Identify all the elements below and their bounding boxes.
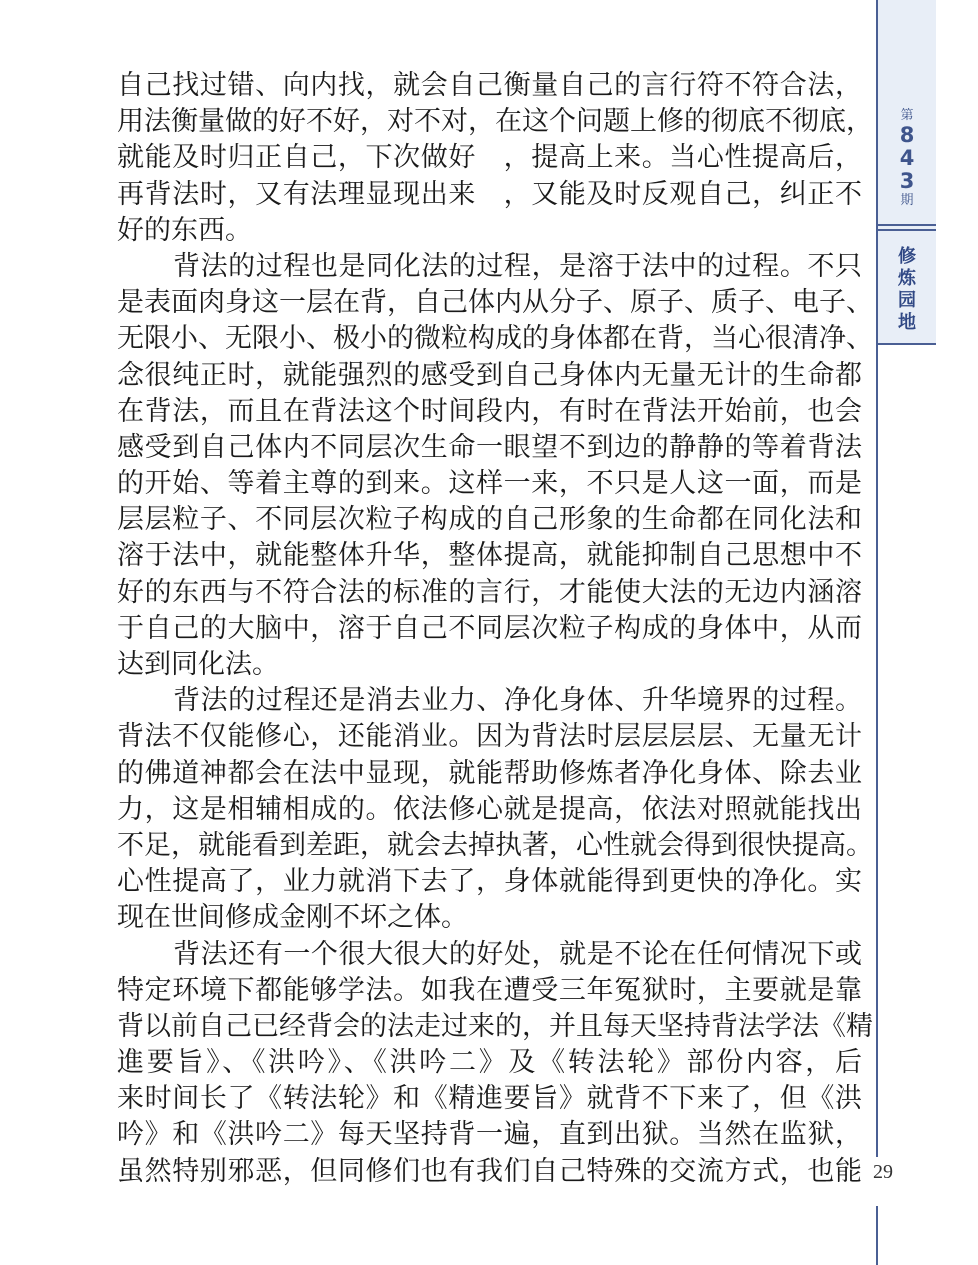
- issue-suffix: 期: [900, 193, 914, 208]
- text-line: 再背法时，又有法理显现出来 ，又能及时反观自己，纠正不: [117, 178, 862, 210]
- text-line: 来时间长了《转法轮》和《精進要旨》就背不下来了，但《洪: [117, 1083, 862, 1115]
- article-body: [117, 68, 873, 1190]
- text-line: 层层粒子、不同层次粒子构成的自己形象的生命都在同化法和: [117, 504, 862, 536]
- sidebar-divider: [878, 229, 936, 231]
- text-line: 是表面肉身这一层在背，自己体内从分子、原子、质子、电子、: [117, 287, 873, 319]
- text-line: 现在世间修成金刚不坏之体。: [117, 902, 468, 934]
- text-line: 就能及时归正自己，下次做好 ，提高上来。当心性提高后，: [117, 142, 862, 174]
- text-line: 吟》和《洪吟二》每天坚持背一遍，直到出狱。当然在监狱，: [117, 1119, 862, 1151]
- text-line: 好的东西与不符合法的标准的言行，才能使大法的无边内涵溶: [117, 576, 862, 608]
- text-line: 用法衡量做的好不好，对不对，在这个问题上修的彻底不彻底，: [117, 106, 873, 138]
- text-line: 的佛道神都会在法中显现，就能帮助修炼者净化身体、除去业: [117, 757, 862, 789]
- section-char: 炼: [898, 268, 916, 289]
- issue-sidebar: [876, 0, 936, 345]
- section-title: [878, 246, 936, 334]
- paragraph-start-line: 背法的过程也是同化法的过程，是溶于法中的过程。不只: [173, 250, 862, 282]
- text-line: 的开始、等着主尊的到来。这样一来，不只是人这一面，而是: [117, 468, 862, 500]
- text-line: 溶于法中，就能整体升华，整体提高，就能抑制自己思想中不: [117, 540, 862, 572]
- issue-number: [878, 108, 936, 209]
- text-line: 达到同化法。: [117, 649, 279, 680]
- paragraph-start-line: 背法还有一个很大很大的好处，就是不论在任何情况下或: [173, 938, 862, 970]
- text-line: 于自己的大脑中，溶于自己不同层次粒子构成的身体中，从而: [117, 612, 862, 644]
- issue-digit: 3: [899, 169, 915, 193]
- page-number: 29: [873, 1161, 893, 1183]
- text-line: 念很纯正时，就能强烈的感受到自己身体内无量无计的生命都: [117, 359, 862, 391]
- section-char: 修: [898, 246, 916, 267]
- issue-digit: 4: [899, 146, 915, 170]
- margin-rule: [876, 345, 878, 1157]
- text-line: 虽然特别邪恶，但同修们也有我们自己特殊的交流方式，也能: [117, 1155, 862, 1187]
- text-line: 背法不仅能修心，还能消业。因为背法时层层层层、无量无计: [117, 721, 862, 753]
- text-line: 好的东西。: [117, 214, 252, 246]
- text-line: 感受到自己体内不同层次生命一眼望不到边的静静的等着背法: [117, 431, 862, 463]
- section-char: 园: [898, 290, 916, 311]
- issue-prefix: 第: [900, 108, 914, 123]
- text-line: 不足，就能看到差距，就会去掉执著，心性就会得到很快提高。: [117, 829, 873, 861]
- text-line: 背以前自己已经背会的法走过来的，并且每天坚持背法学法《精: [117, 1010, 873, 1042]
- section-char: 地: [898, 312, 916, 333]
- text-line: 心性提高了，业力就消下去了，身体就能得到更快的净化。实: [117, 866, 862, 898]
- sidebar-divider: [878, 343, 936, 345]
- text-line: 无限小、无限小、极小的微粒构成的身体都在背，当心很清净、: [117, 323, 873, 355]
- text-line: 自己找过错、向内找，就会自己衡量自己的言行符不符合法，: [117, 70, 862, 101]
- text-line: 進要旨》、《洪吟》、《洪吟二》及《转法轮》部份内容，后: [117, 1047, 862, 1079]
- text-line: 特定环境下都能够学法。如我在遭受三年冤狱时，主要就是靠: [117, 974, 862, 1006]
- paragraph-start-line: 背法的过程还是消去业力、净化身体、升华境界的过程。: [173, 685, 862, 717]
- text-line: 在背法，而且在背法这个时间段内，有时在背法开始前，也会: [117, 395, 862, 427]
- text-line: 力，这是相辅相成的。依法修心就是提高，依法对照就能找出: [117, 793, 862, 825]
- margin-rule: [876, 1206, 878, 1265]
- sidebar-divider: [878, 224, 936, 226]
- issue-digit: 8: [899, 123, 915, 147]
